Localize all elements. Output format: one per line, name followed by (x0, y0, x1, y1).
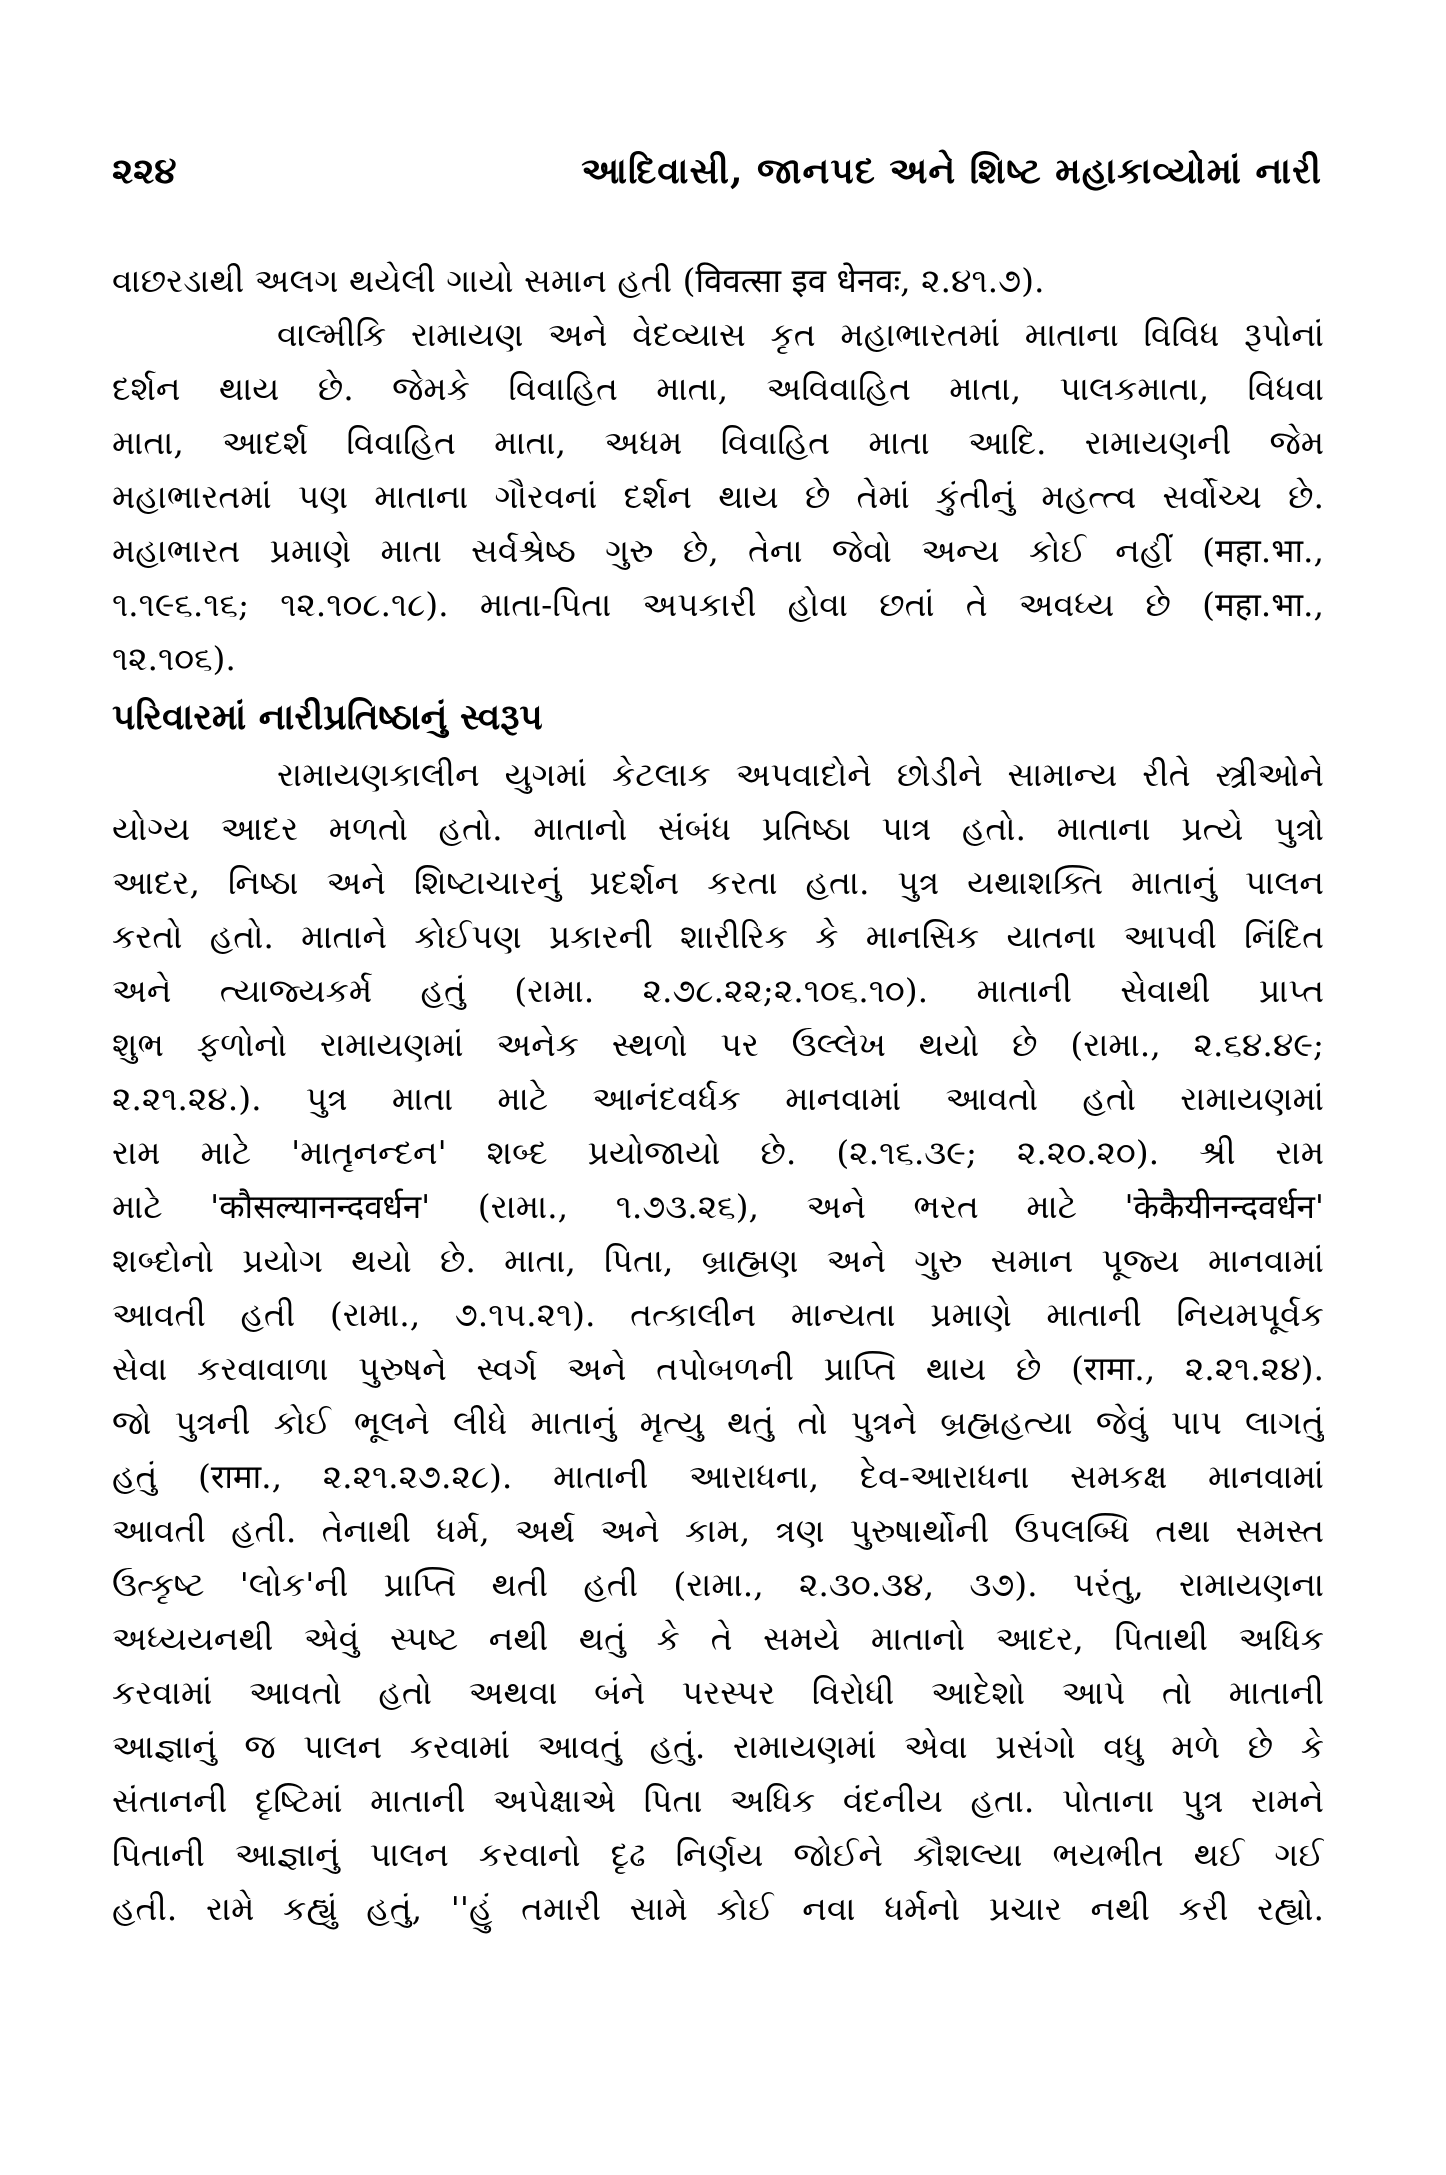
text-line: ૧૨.૧૦૬). (112, 639, 236, 678)
body-text (112, 254, 1324, 1936)
text-line: મહાભારત પ્રમાણે માતા સર્વશ્રેષ્ઠ ગુરુ છે, તેના જેવો અન્ય કોઈ નહીં (महा.भा., (112, 531, 1324, 570)
section-heading: પરિવારમાં નારીપ્રતિષ્ઠાનું સ્વરૂપ (112, 696, 543, 738)
page-header (112, 150, 1322, 210)
text-line: શબ્દોનો પ્રયોગ થયો છે. માતા, પિતા, બ્રાહ્મણ અને ગુરુ સમાન પૂજ્ય માનવામાં (112, 1241, 1324, 1280)
text-line: ૨.૨૧.૨૪.). પુત્ર માતા માટે આનંદવર્ધક માનવામાં આવતો હતો રામાયણમાં (112, 1079, 1324, 1118)
text-line: માતા, આદર્શ વિવાહિત માતા, અધમ વિવાહિત માતા આદિ. રામાયણની જેમ (112, 423, 1324, 462)
text-line: જો પુત્રની કોઈ ભૂલને લીધે માતાનું મૃત્યુ થતું તો પુત્રને બ્રહ્મહત્યા જેવું પાપ લાગતું (112, 1403, 1324, 1442)
text-line: ઉત્કૃષ્ટ 'લોક'ની પ્રાપ્તિ થતી હતી (રામા., ૨.૩૦.૩૪, ૩૭). પરંતુ, રામાયણના (112, 1565, 1324, 1604)
text-line: આવતી હતી. તેનાથી ધર્મ, અર્થ અને કામ, ત્રણ પુરુષાર્થોની ઉપલબ્ધિ તથા સમસ્ત (112, 1511, 1324, 1550)
text-line: કરવામાં આવતો હતો અથવા બંને પરસ્પર વિરોધી આદેશો આપે તો માતાની (112, 1673, 1324, 1712)
running-title: આદિવાસી, જાનપદ અને શિષ્ટ મહાકાવ્યોમાં નારી (581, 150, 1322, 192)
text-line: શુભ ફળોનો રામાયણમાં અનેક સ્થળો પર ઉલ્લેખ થયો છે (રામા., ૨.૬૪.૪૯; (112, 1025, 1324, 1064)
text-line: હતી. રામે કહ્યું હતું, ''હું તમારી સામે કોઈ નવા ધર્મનો પ્રચાર નથી કરી રહ્યો. (112, 1889, 1324, 1928)
paragraph-2 (112, 308, 1324, 686)
text-line: દર્શન થાય છે. જેમકે વિવાહિત માતા, અવિવાહિત માતા, પાલકમાતા, વિધવા (112, 369, 1324, 408)
text-line: આદર, નિષ્ઠા અને શિષ્ટાચારનું પ્રદર્શન કરતા હતા. પુત્ર યથાશક્તિ માતાનું પાલન (112, 863, 1324, 902)
text-line: માટે 'कौसल्यानन्दवर्धन' (રામા., ૧.૭૩.૨૬), અને ભરત માટે 'केकैयीनन्दवर्धन' (112, 1187, 1324, 1226)
text-line: વાછરડાથી અલગ થયેલી ગાયો સમાન હતી (विवत्सा इव धेनवः, ૨.૪૧.૭). (112, 261, 1045, 300)
page-number: ૨૨૪ (112, 150, 177, 192)
text-line: કરતો હતો. માતાને કોઈપણ પ્રકારની શારીરિક કે માનસિક યાતના આપવી નિંદિત (112, 917, 1324, 956)
text-line: રામ માટે 'માતૃનન્દન' શબ્દ પ્રયોજાયો છે. (૨.૧૬.૩૯; ૨.૨૦.૨૦). શ્રી રામ (112, 1133, 1324, 1172)
paragraph-1 (112, 254, 1324, 308)
text-line: સેવા કરવાવાળા પુરુષને સ્વર્ગ અને તપોબળની પ્રાપ્તિ થાય છે (रामा., ૨.૨૧.૨૪). (112, 1349, 1324, 1388)
text-line: અને ત્યાજ્યકર્મ હતું (રામા. ૨.૭૮.૨૨;૨.૧૦૬.૧૦). માતાની સેવાથી પ્રાપ્ત (112, 971, 1324, 1010)
text-line: ૧.૧૯૬.૧૬; ૧૨.૧૦૮.૧૮). માતા-પિતા અપકારી હોવા છતાં તે અવધ્ય છે (महा.भा., (112, 585, 1324, 624)
text-line: આવતી હતી (રામા., ૭.૧૫.૨૧). તત્કાલીન માન્યતા પ્રમાણે માતાની નિયમપૂર્વક (112, 1295, 1324, 1334)
text-line: મહાભારતમાં પણ માતાના ગૌરવનાં દર્શન થાય છે તેમાં કુંતીનું મહત્ત્વ સર્વોચ્ચ છે. (112, 477, 1324, 516)
text-line: સંતાનની દૃષ્ટિમાં માતાની અપેક્ષાએ પિતા અધિક વંદનીય હતા. પોતાના પુત્ર રામને (112, 1781, 1324, 1820)
text-line: હતું (रामा., ૨.૨૧.૨૭.૨૮). માતાની આરાધના, દેવ-આરાધના સમકક્ષ માનવામાં (112, 1457, 1324, 1496)
text-line: અધ્યયનથી એવું સ્પષ્ટ નથી થતું કે તે સમયે માતાનો આદર, પિતાથી અધિક (112, 1619, 1324, 1658)
text-line: આજ્ઞાનું જ પાલન કરવામાં આવતું હતું. રામાયણમાં એવા પ્રસંગો વધુ મળે છે કે (112, 1727, 1324, 1766)
text-line: રામાયણકાલીન યુગમાં કેટલાક અપવાદોને છોડીને સામાન્ય રીતે સ્ત્રીઓને (277, 755, 1324, 794)
text-line: પિતાની આજ્ઞાનું પાલન કરવાનો દૃઢ નિર્ણય જોઈને કૌશલ્યા ભયભીત થઈ ગઈ (112, 1835, 1324, 1874)
paragraph-3 (112, 748, 1324, 1936)
text-line: યોગ્ય આદર મળતો હતો. માતાનો સંબંધ પ્રતિષ્ઠા પાત્ર હતો. માતાના પ્રત્યે પુત્રો (112, 809, 1324, 848)
text-line: વાલ્મીકિ રામાયણ અને વેદવ્યાસ કૃત મહાભારતમાં માતાના વિવિધ રૂપોનાં (277, 315, 1324, 354)
